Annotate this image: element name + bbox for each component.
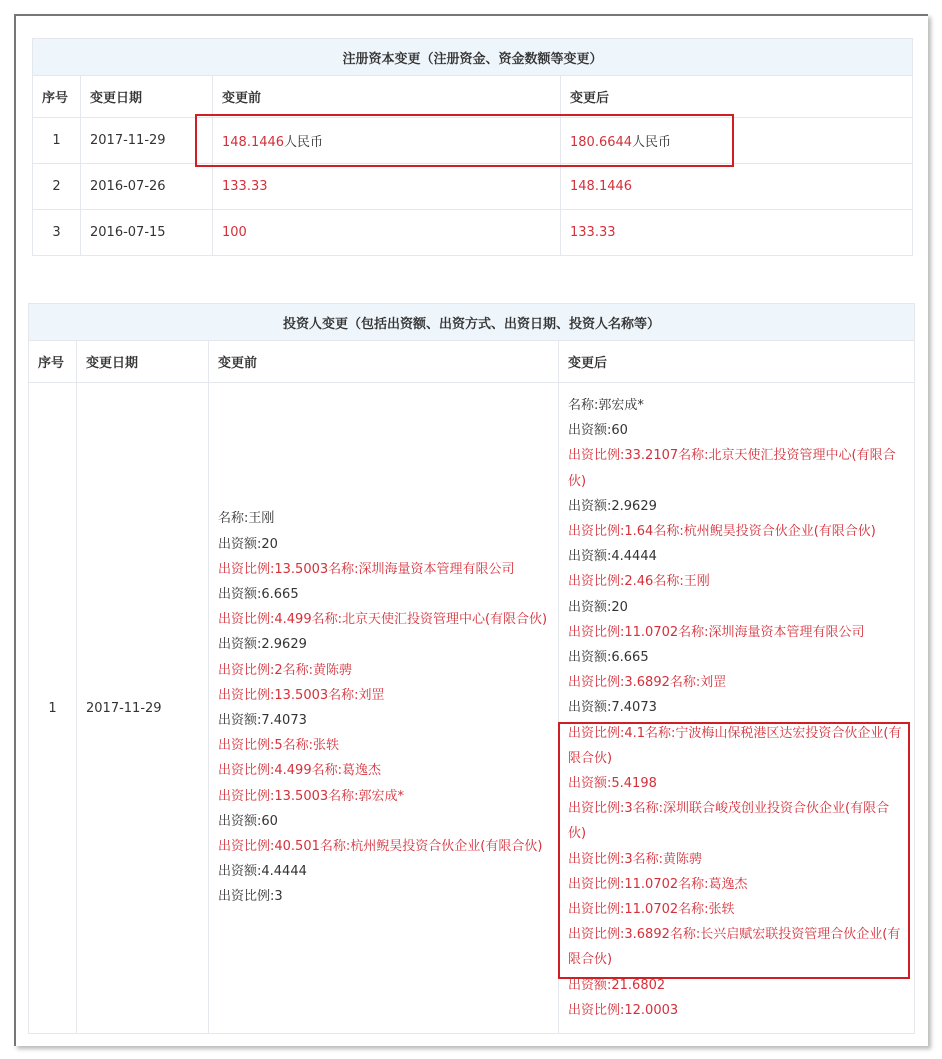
after-line: 出资比例:1.64名称:杭州鲵昊投资合伙企业(有限合伙) <box>568 524 876 540</box>
header-date: 变更日期 <box>77 341 209 383</box>
before-unit: 人民币 <box>284 135 324 150</box>
investor-after-cell <box>559 383 915 1034</box>
before-value: 100 <box>222 225 247 240</box>
before-line: 出资比例:40.501名称:杭州鲵昊投资合伙企业(有限合伙) <box>218 839 543 855</box>
before-line: 出资比例:4.499名称:北京天使汇投资管理中心(有限合伙) <box>218 612 548 628</box>
after-line: 出资额:5.4198 <box>568 776 657 792</box>
header-no: 序号 <box>33 76 81 118</box>
after-line: 出资比例:4.1名称:宁波梅山保税港区达宏投资合伙企业(有限合伙) <box>568 725 902 766</box>
after-line: 出资比例:2.46名称:王刚 <box>568 574 710 590</box>
before-line: 出资额:4.4444 <box>218 864 307 880</box>
after-line: 出资额:6.665 <box>568 650 649 666</box>
row-before <box>213 118 561 164</box>
row-no: 1 <box>33 118 81 164</box>
after-line: 出资额:60 <box>568 423 628 439</box>
after-value: 133.33 <box>570 225 616 240</box>
before-line: 出资比例:3 <box>218 889 283 905</box>
header-after: 变更后 <box>561 76 913 118</box>
row-before <box>213 164 561 210</box>
after-line: 出资额:2.9629 <box>568 498 657 514</box>
investor-table-header-row <box>29 341 915 383</box>
after-line: 出资比例:11.0702名称:葛逸杰 <box>568 876 748 892</box>
before-value: 133.33 <box>222 179 268 194</box>
row-no: 1 <box>29 383 77 1034</box>
capital-change-table <box>32 38 913 256</box>
before-line: 出资额:60 <box>218 813 278 829</box>
before-value: 148.1446 <box>222 135 285 150</box>
after-line: 出资额:4.4444 <box>568 549 657 565</box>
capital-table-header-row <box>33 76 913 118</box>
row-no: 2 <box>33 164 81 210</box>
table-row <box>33 118 913 164</box>
after-line: 出资比例:12.0003 <box>568 1002 679 1018</box>
before-line: 出资比例:5名称:张轶 <box>218 738 340 754</box>
after-line: 出资比例:3名称:深圳联合峻茂创业投资合伙企业(有限合伙) <box>568 801 890 842</box>
before-line: 出资比例:13.5003名称:郭宏成* <box>218 788 405 804</box>
after-value: 148.1446 <box>570 179 633 194</box>
capital-table-caption: 注册资本变更（注册资金、资金数额等变更） <box>33 39 913 76</box>
row-no: 3 <box>33 210 81 256</box>
row-date: 2017-11-29 <box>81 118 213 164</box>
after-value: 180.6644 <box>570 135 633 150</box>
before-line: 出资比例:4.499名称:葛逸杰 <box>218 763 381 779</box>
before-line: 名称:王刚 <box>218 511 275 527</box>
row-after <box>561 118 913 164</box>
investor-before-cell <box>209 383 559 1034</box>
row-after <box>561 164 913 210</box>
screenshot-frame <box>14 14 928 1046</box>
before-line: 出资额:7.4073 <box>218 713 307 729</box>
after-line: 出资额:21.6802 <box>568 977 666 993</box>
header-before: 变更前 <box>213 76 561 118</box>
header-no: 序号 <box>29 341 77 383</box>
after-line: 出资比例:11.0702名称:张轶 <box>568 902 735 918</box>
table-row <box>33 164 913 210</box>
before-line: 出资比例:2名称:黄陈骋 <box>218 662 353 678</box>
table-row <box>29 383 915 1034</box>
after-line: 出资比例:3.6892名称:长兴启赋宏联投资管理合伙企业(有限合伙) <box>568 927 901 968</box>
header-before: 变更前 <box>209 341 559 383</box>
header-after: 变更后 <box>559 341 915 383</box>
after-line: 名称:郭宏成* <box>568 398 644 413</box>
before-line: 出资额:6.665 <box>218 587 299 603</box>
investor-table-caption: 投资人变更（包括出资额、出资方式、出资日期、投资人名称等） <box>29 304 915 341</box>
investor-change-table <box>28 303 915 1034</box>
before-line: 出资比例:13.5003名称:刘罡 <box>218 687 385 703</box>
row-date: 2016-07-15 <box>81 210 213 256</box>
after-line: 出资比例:3名称:黄陈骋 <box>568 851 703 867</box>
before-line: 出资比例:13.5003名称:深圳海量资本管理有限公司 <box>218 561 515 577</box>
row-date: 2017-11-29 <box>77 383 209 1034</box>
row-after <box>561 210 913 256</box>
after-line: 出资额:7.4073 <box>568 700 657 716</box>
before-line: 出资额:20 <box>218 536 278 552</box>
after-unit: 人民币 <box>632 135 672 150</box>
header-date: 变更日期 <box>81 76 213 118</box>
after-line: 出资比例:3.6892名称:刘罡 <box>568 675 727 691</box>
row-before <box>213 210 561 256</box>
before-line: 出资额:2.9629 <box>218 637 307 653</box>
after-line: 出资比例:11.0702名称:深圳海量资本管理有限公司 <box>568 624 865 640</box>
after-line: 出资比例:33.2107名称:北京天使汇投资管理中心(有限合伙) <box>568 448 896 489</box>
row-date: 2016-07-26 <box>81 164 213 210</box>
after-line: 出资额:20 <box>568 599 628 615</box>
table-row <box>33 210 913 256</box>
